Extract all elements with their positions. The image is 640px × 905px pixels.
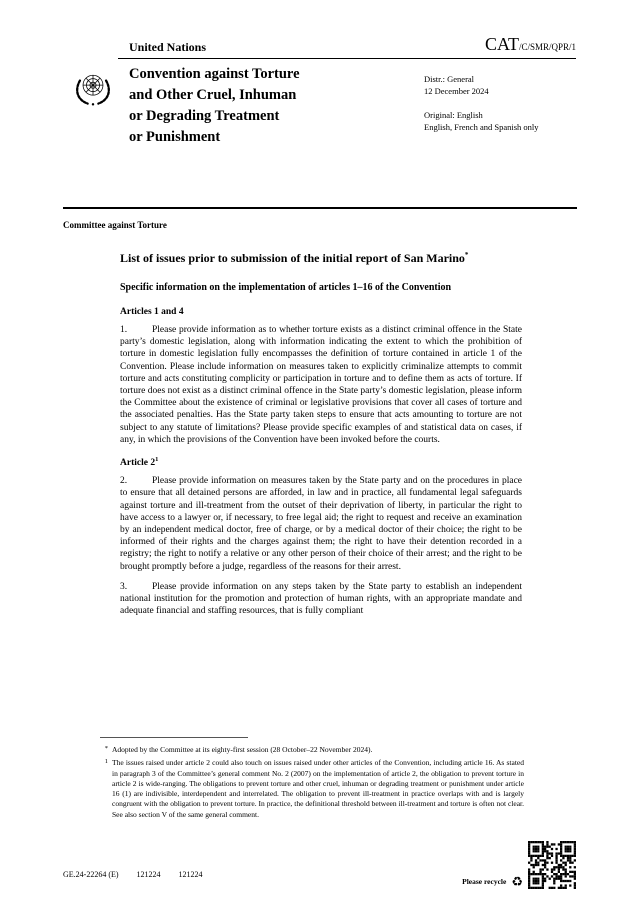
footer-code: 121224 xyxy=(178,870,203,879)
document-body xyxy=(120,248,522,625)
paragraph-number: 3. xyxy=(120,581,128,592)
treaty-title-line: Convention against Torture xyxy=(129,66,300,82)
footnotes xyxy=(100,744,524,822)
footnote-1 xyxy=(100,757,524,820)
recycle-label: Please recycle xyxy=(462,877,507,886)
treaty-title-line: and Other Cruel, Inhuman xyxy=(129,87,297,103)
treaty-title-line: or Degrading Treatment xyxy=(129,108,280,124)
original-language: Original: English xyxy=(424,110,483,120)
un-emblem-icon xyxy=(70,66,116,112)
masthead-rule xyxy=(118,58,576,59)
paragraph-text: Please provide information on any steps taken by the State party to establish an independent national institution for the promotion and protection of human rights, with an appropriate mandate and adequate financial and staffing resources, that is fully compliant xyxy=(120,581,522,617)
heading-article-2-text: Article 2 xyxy=(120,458,156,469)
section-heading: Specific information on the implementation of articles 1–16 of the Convention xyxy=(120,281,452,293)
spacer xyxy=(424,97,539,109)
footnote-marker: 1 xyxy=(104,758,108,766)
heading-article-2 xyxy=(120,456,522,468)
org-name: United Nations xyxy=(129,40,207,54)
document-title-text: List of issues prior to submission of the initial report of San Marino xyxy=(120,251,465,265)
header-divider xyxy=(63,207,577,209)
footnote-separator xyxy=(100,737,248,738)
footer-right xyxy=(462,841,576,889)
paragraph-text: Please provide information as to whether torture exists as a distinct criminal offence in the State party’s domestic legislation, along with information indicating the extent to which the prohibition of torture in domestic legislation fully encompasses the definition of torture contained in article 1 of the Convention. Please include information on measures taken to explicitly criminalize attempts to commit torture and acts constituting complicity or participation in torture and to define them as acts of torture. If torture does not exist as a distinct criminal offence in the State party’s domestic legislation, please inform the Committee about the existence of criminal or legislative provisions that cover all cases of torture and the associated penalties. Has the State party taken steps to ensure that acts amounting to torture are not subject to any statute of limitations? Please provide specific examples of and statistical data on cases, if any, in which the provisions of the Convention have been invoked before the courts. xyxy=(120,325,522,445)
distr-date: 12 December 2024 xyxy=(424,86,489,96)
treaty-title-line: or Punishment xyxy=(129,129,221,145)
distribution-block xyxy=(424,73,539,133)
paragraph-number: 1. xyxy=(120,325,128,335)
footer-reference xyxy=(63,870,203,879)
footer-code: 121224 xyxy=(136,870,161,879)
paragraph-text: Please provide information on measures taken by the State party and on the procedures in place to ensure that all detained persons are afforded, in law and in practice, all fundamental legal safeguards against torture and ill-treatment from the outset of their deprivation of liberty, in particular the right to have access to a lawyer or, if necessary, to free legal aid; the right to request and receive an examination by an independent medical doctor, free of charge, or by a medical doctor of their choice; the right to be informed of their rights and the charges against them; the right to have their detention recorded in a registry; the right to notify a relative or any other person of their choice of their arrest; and the right to be brought promptly before a judge, regardless of the reasons for their arrest. xyxy=(120,476,522,572)
masthead xyxy=(129,34,576,55)
footnote-marker: * xyxy=(104,745,108,752)
distr-type: Distr.: General xyxy=(424,74,475,84)
job-number: GE.24-22264 (E) xyxy=(63,870,119,879)
committee-name: Committee against Torture xyxy=(63,220,167,230)
paragraph-2 xyxy=(120,475,522,573)
available-languages: English, French and Spanish only xyxy=(424,122,539,132)
footnote-text: The issues raised under article 2 could also touch on issues raised under other articles of the Convention, including article 16. As stated in paragraph 3 of the Committee’s general comment No. 2 (2007) on the implementation of article 2, the obligation to prevent torture in article 2 is wide-ranging. The obligations to prevent torture and other cruel, inhuman or degrading treatment or punishment under article 16 (1) are indivisible, interdependent and interrelated. The obligation to prevent ill-treatment in practice overlaps with and is largely congruent with the obligation to prevent torture. In practice, the definitional threshold between ill-treatment and torture is often not clear. See also section V of the same general comment. xyxy=(112,758,524,819)
document-symbol xyxy=(485,34,576,55)
document-symbol-rest: /C/SMR/QPR/1 xyxy=(518,42,576,52)
treaty-title xyxy=(129,64,389,148)
document-symbol-main: CAT xyxy=(484,34,519,54)
paragraph-3 xyxy=(120,581,522,618)
heading-articles-1-4: Articles 1 and 4 xyxy=(120,307,184,317)
article-2-footnote-ref: 1 xyxy=(155,456,159,464)
qr-code xyxy=(528,841,576,889)
footnote-asterisk xyxy=(100,744,524,755)
footnote-text: Adopted by the Committee at its eighty-first session (28 October–22 November 2024). xyxy=(112,745,373,754)
title-footnote-ref: * xyxy=(464,251,469,259)
recycle-icon: ♻ xyxy=(511,874,523,889)
document-title xyxy=(120,248,522,267)
paragraph-number: 2. xyxy=(120,476,128,487)
paragraph-1 xyxy=(120,324,522,446)
